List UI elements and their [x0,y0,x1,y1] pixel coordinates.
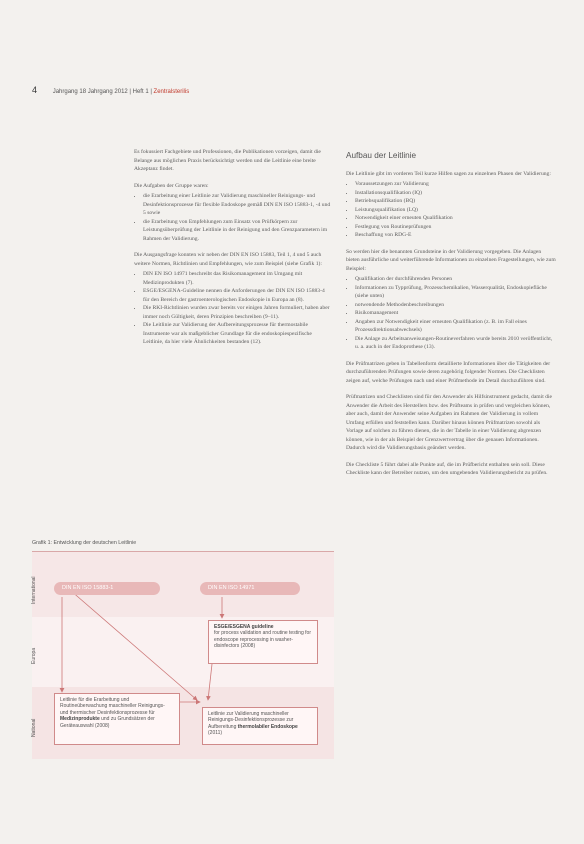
list-item: • Qualifikation der durchführenden Personen [355,275,556,284]
esge-text: for process validation and routine testing for endoscope reprocessing in washer-disinfectors (2008) [214,630,311,650]
pill-din-en-iso-14971: DIN EN ISO 14971 [200,582,300,595]
paragraph: Die Checkliste 5 führt dabei alle Punkte auf, die im Prüfbericht enthalten sein soll. Diese Checkliste kann der Betreiber nutzen, um den umgebenden Validierungsbericht zu prüfen. [346,461,548,476]
national-left-text: Leitlinie für die Erarbeitung und Routineüberwachung maschineller Reinigungs- und thermischer Desinfektionsprozesse für [60,697,165,716]
right-column [346,152,556,486]
list-item: • Die RKI-Richtlinien wurden zwar bereits vor einigen Jahren formuliert, haben aber immer noch Gültigkeit, deren Prinzipien beschreiben (9–11). [143,304,332,321]
list-item: • die Erarbeitung von Empfehlungen zum Einsatz von Prüfkörpern zur Leistungsüberprüfung der Leitlinie in der Reinigung und den Grenzparametern im Rahmen der Validierung. [143,218,332,244]
esge-title: ESGE/ESGENA guideline [214,624,274,630]
task-list [134,192,332,243]
list-item: • Die Anlage zu Arbeitsanweisungen-Routineverfahren wurde bereits 2010 veröffentlicht, u. a. auch in der Endoprothese (13). [355,335,556,352]
national-right-bold: thermolabiler Endoskope [237,723,298,730]
development-diagram [32,551,334,759]
annex-list [346,275,556,352]
national-guideline-right [202,707,318,745]
esge-guideline-box [208,620,318,664]
list-item: • Voraussetzungen zur Validierung [355,180,556,189]
paragraph: Die Aufgaben der Gruppe waren: [134,182,209,189]
list-item: • Angaben zur Notwendigkeit einer erneuten Qualifikation (z. B. im Fall eines Prozessdirektionsabwechsels) [355,318,556,335]
national-left-bold: Medizinprodukte [60,716,100,723]
paragraph: Die Leitlinie gibt im vorderen Teil kurze Hilfen sagen zu einzelnen Phasen der Validierung: [346,170,551,177]
list-item: • DIN EN ISO 14971 beschreibt das Risikomanagement im Umgang mit Medizinprodukten (7). [143,270,332,287]
row-label-europe: Europa [31,647,37,664]
list-item: • Die Leitlinie zur Validierung der Aufbereitungsprozesse für thermostabile Instrumente war als maßgeblicher Grundlage für die endoskopiespezifische Leitlinie, da hier viele Ähnlichkeiten bestanden (12). [143,321,332,347]
list-item: • Leistungsqualifikation (LQ) [355,206,556,215]
brand-name: Zentralsterilis [153,89,190,95]
list-item: • ESGE/ESGENA-Guideline nennen die Anforderungen der DIN EN ISO 15883-4 für den Bereich der gastroenterologischen Endoskopie in Europa an (8). [143,287,332,304]
phase-list [346,180,556,240]
list-item: • Beschaffung von RDG-E [355,231,556,240]
paragraph: Prüfmatrizen und Checklisten sind für den Anwender als Hilfsinstrument gedacht, damit die Anwender die Arbeit des Herstellers bzw. des Prüfteams in prüfen und vergleichen können, aber auch, damit der Anwender seine Aufgaben im Rahmen der Validierung in vollem Umfang erfüllen und feststellen kann. Darüber hinaus können Prüfmatrizen sowohl als Vorlage auf solchen zu führen dienen, die in der Tabelle in einer Validierung abgrenzen können, wie in der als Beispiel der Grenzwertvertrag über die genauen Informationen. Dadurch wird die Validierungsbasis geändert werden. [346,394,552,451]
list-item: • notwendende Methodenbeschreibungen [355,301,556,310]
list-item: • Informationen zu Typprüfung, Prozesschemikalien, Wasserqualität, Endoskopiefläche (siehe unten) [355,284,556,301]
paragraph: Es fokussiert Fachgebiete und Professionen, die Publikationen vorzeigen, damit die Belange aus möglichen Praxis berücksichtigt werden und die Leitlinie eine breite Akzeptanz findet. [134,149,321,172]
national-right-tail: (2011) [208,730,223,737]
page-number: 4 [32,85,38,95]
national-guideline-left [54,693,180,745]
row-label-international: International [31,576,37,604]
national-right-text: Leitlinie zur Validierung maschineller Reinigungs-Desinfektionsprozesse zur Aufbereitung [208,711,294,730]
running-header [32,85,189,95]
list-item: • Risikomanagement [355,309,556,318]
list-item: • die Erarbeitung einer Leitlinie zur Validierung maschineller Reinigungs- und Desinfektionsprozesse für flexible Endoskope gemäß DIN EN ISO 15883-1, -4 und 5 sowie [143,192,332,218]
paragraph: Die Ausgangsfrage konnten wir neben der DIN EN ISO 15883, Teil 1, 4 und 5 auch weitere Normen, Richtlinien und Empfehlungen, wie zum Beispiel (siehe Grafik 1): [134,252,322,267]
issue-info: Jahrgang 18 Jahrgang 2012 | Heft 1 | [52,89,152,95]
left-column [134,148,332,355]
pill-din-en-iso-15883: DIN EN ISO 15883-1 [54,582,160,595]
list-item: • Betriebsqualifikation (BQ) [355,197,556,206]
paragraph: So werden hier die benannten Grundsteine in der Validierung vorgegeben. Die Anlagen bieten ausführliche und weiterführende Informationen zu einzelnen Fragestellungen, wie zum Beispiel: [346,248,556,272]
norms-list [134,270,332,347]
list-item: • Notwendigkeit einer erneuten Qualifikation [355,214,556,223]
figure-caption: Grafik 1: Entwicklung der deutschen Leitlinie [32,540,137,546]
section-heading: Aufbau der Leitlinie [346,151,417,160]
national-left-tail: und zu Grundsätzen der Geräteauswahl (2008) [60,716,155,729]
list-item: • Installationsqualifikation (IQ) [355,189,556,198]
row-label-national: National [31,718,37,737]
list-item: • Festlegung von Routineprüfungen [355,223,556,232]
paragraph: Die Prüfmatrizen geben in Tabellenform detaillierte Informationen über die Tätigkeiten der durchzuführenden Prüfungen sowie deren zugehörig folgender Normen. Die Checklisten zeigen auf, welche Prüfungen nach und einer Prüfmethode im Detail durchzuführen sind. [346,360,551,384]
